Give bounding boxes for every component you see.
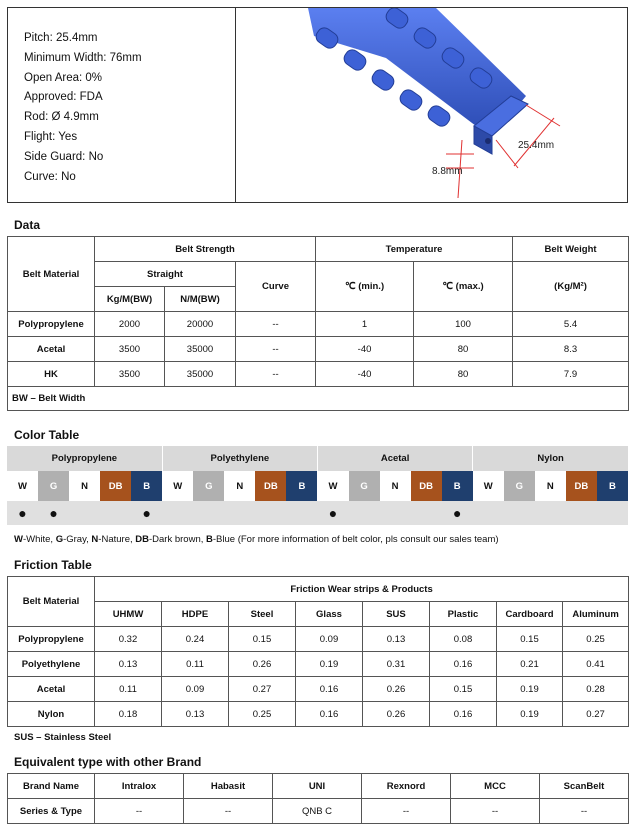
fric-cell: 0.11 [162,652,229,677]
availability-cell [380,501,411,525]
color-swatch-n: N [224,471,255,501]
cell-min: -40 [316,337,414,362]
fric-cell: 0.25 [229,702,296,727]
table-row [8,652,629,677]
fric-cell: 0.16 [296,677,363,702]
availability-cell [224,501,255,525]
color-table [7,446,628,525]
color-swatch-g: G [193,471,224,501]
spec-box [7,7,628,203]
fric-cell: 0.16 [296,702,363,727]
fric-col-cardboard: Cardboard [497,602,563,627]
eq-value: -- [451,799,540,824]
availability-cell [473,501,504,525]
color-table-title: Color Table [14,428,80,442]
eq-brand-intralox: Intralox [95,774,184,799]
row-material: Polypropylene [8,627,95,652]
eq-value: QNB C [273,799,362,824]
row-material: HK [8,362,95,387]
color-swatch-w: W [7,471,38,501]
availability-cell [411,501,442,525]
color-swatch-b: B [286,471,317,501]
spec-approved: Approved: FDA [24,91,103,104]
height-dimension-label: 8.8mm [432,166,463,177]
fric-cell: 0.25 [563,627,629,652]
color-swatch-w: W [162,471,193,501]
legend-text: -Dark brown, [149,534,207,545]
cell-max: 80 [414,337,513,362]
cell-nm: 35000 [165,362,236,387]
fric-cell: 0.19 [296,652,363,677]
head-weight-unit: (Kg/M²) [513,262,629,312]
spec-side-guard: Side Guard: No [24,150,104,163]
data-table [7,236,629,411]
head-temp-max: ℃ (max.) [414,262,513,312]
friction-table [7,576,629,727]
fric-col-steel: Steel [229,602,296,627]
fric-cell: 0.13 [162,702,229,727]
cell-curve: -- [236,337,316,362]
eq-value: -- [95,799,184,824]
fric-cell: 0.16 [430,702,497,727]
fric-head-group: Friction Wear strips & Products [95,577,629,602]
color-legend [14,534,499,545]
fric-cell: 0.19 [497,702,563,727]
fric-columns-row [8,602,629,627]
color-swatch-g: G [504,471,535,501]
friction-table-title: Friction Table [14,558,92,572]
fric-cell: 0.09 [162,677,229,702]
color-swatch-db: DB [566,471,597,501]
availability-cell [566,501,597,525]
row-material: Nylon [8,702,95,727]
equivalent-table [7,773,629,824]
belt-module-drawing [236,8,628,202]
fric-cell: 0.28 [563,677,629,702]
head-temperature: Temperature [316,237,513,262]
color-swatch-db: DB [100,471,131,501]
color-swatch-n: N [380,471,411,501]
fric-col-hdpe: HDPE [162,602,229,627]
availability-cell [193,501,224,525]
fric-cell: 0.26 [363,702,430,727]
fric-cell: 0.15 [430,677,497,702]
color-swatch-g: G [349,471,380,501]
availability-dot: ● [131,501,162,525]
row-material: Polypropylene [8,312,95,337]
availability-cell [100,501,131,525]
cell-max: 100 [414,312,513,337]
head-temp-min: ℃ (min.) [316,262,414,312]
availability-cell [69,501,100,525]
availability-row [7,501,628,525]
fric-cell: 0.24 [162,627,229,652]
table-row [8,362,629,387]
color-swatch-b: B [597,471,628,501]
legend-text: -Gray, [63,534,92,545]
fric-cell: 0.11 [95,677,162,702]
cell-min: 1 [316,312,414,337]
availability-cell [162,501,193,525]
head-kgm: Kg/M(BW) [95,287,165,312]
color-swatch-b: B [442,471,473,501]
pitch-dimension-label: 25.4mm [518,140,555,151]
cell-nm: 35000 [165,337,236,362]
color-swatch-w: W [473,471,504,501]
head-belt-strength: Belt Strength [95,237,316,262]
table-row [8,677,629,702]
rod-hole-icon [485,138,491,144]
row-material: Polyethylene [8,652,95,677]
cell-kgm: 2000 [95,312,165,337]
color-swatch-db: DB [411,471,442,501]
cell-kgm: 3500 [95,337,165,362]
legend-code: B [206,534,213,545]
legend-code: N [91,534,99,545]
row-material: Acetal [8,677,95,702]
fric-head-material: Belt Material [8,577,95,627]
sus-note: SUS – Stainless Steel [14,732,112,743]
spec-rod: Rod: Ø 4.9mm [24,111,99,124]
spec-flight: Flight: Yes [24,130,78,143]
eq-head-brand: Brand Name [8,774,95,799]
cell-weight: 7.9 [513,362,629,387]
eq-head-row [8,774,629,799]
color-swatch-b: B [131,471,162,501]
fric-cell: 0.21 [497,652,563,677]
row-material: Acetal [8,337,95,362]
availability-dot: ● [317,501,348,525]
table-row [8,627,629,652]
table-row [8,312,629,337]
color-group-polyethylene: Polyethylene [162,446,317,471]
color-group-nylon: Nylon [473,446,628,471]
head-curve: Curve [236,262,316,312]
table-row [8,702,629,727]
head-straight: Straight [95,262,236,287]
eq-brand-scanbelt: ScanBelt [540,774,629,799]
fric-cell: 0.18 [95,702,162,727]
fric-cell: 0.15 [497,627,563,652]
fric-col-glass: Glass [296,602,363,627]
head-belt-material: Belt Material [8,237,95,312]
fric-cell: 0.09 [296,627,363,652]
cell-nm: 20000 [165,312,236,337]
legend-code: DB [135,534,149,545]
availability-cell [349,501,380,525]
fric-cell: 0.41 [563,652,629,677]
color-swatch-db: DB [255,471,286,501]
cell-curve: -- [236,312,316,337]
table-row [8,337,629,362]
availability-dot: ● [442,501,473,525]
data-title: Data [14,218,41,232]
cell-kgm: 3500 [95,362,165,387]
availability-cell [286,501,317,525]
spec-pitch: Pitch: 25.4mm [24,32,98,44]
availability-dot: ● [38,501,69,525]
availability-cell [255,501,286,525]
color-group-polypropylene: Polypropylene [7,446,162,471]
eq-brand-rexnord: Rexnord [362,774,451,799]
spec-open-area: Open Area: 0% [24,71,102,84]
eq-brand-habasit: Habasit [184,774,273,799]
fric-cell: 0.27 [229,677,296,702]
fric-cell: 0.26 [229,652,296,677]
fric-cell: 0.15 [229,627,296,652]
fric-cell: 0.19 [497,677,563,702]
eq-brand-uni: UNI [273,774,362,799]
fric-cell: 0.13 [363,627,430,652]
spec-min-width: Minimum Width: 76mm [24,51,142,64]
fric-cell: 0.08 [430,627,497,652]
fric-col-plastic: Plastic [430,602,497,627]
color-swatch-n: N [535,471,566,501]
color-swatch-w: W [317,471,348,501]
cell-max: 80 [414,362,513,387]
eq-row-label: Series & Type [8,799,95,824]
bw-note: BW – Belt Width [8,387,629,411]
availability-cell [504,501,535,525]
legend-code: W [14,534,23,545]
fric-col-uhmw: UHMW [95,602,162,627]
spec-list [24,29,142,187]
head-nm: N/M(BW) [165,287,236,312]
legend-text: -White, [22,534,56,545]
legend-text: -Blue (For more information of belt color, pls consult our sales team) [212,534,499,545]
eq-series-row [8,799,629,824]
fric-col-aluminum: Aluminum [563,602,629,627]
fric-col-sus: SUS [363,602,430,627]
fric-cell: 0.26 [363,677,430,702]
belt-diagram [236,8,628,202]
equivalent-title: Equivalent type with other Brand [14,755,202,769]
legend-code: G [55,534,64,545]
head-belt-weight: Belt Weight [513,237,629,262]
cell-curve: -- [236,362,316,387]
swatch-row [7,471,628,501]
color-swatch-g: G [38,471,69,501]
fric-cell: 0.27 [563,702,629,727]
fric-cell: 0.32 [95,627,162,652]
fric-cell: 0.16 [430,652,497,677]
legend-text: -Nature, [98,534,136,545]
eq-value: -- [184,799,273,824]
eq-brand-mcc: MCC [451,774,540,799]
spec-curve: Curve: No [24,170,76,183]
color-swatch-n: N [69,471,100,501]
cell-weight: 5.4 [513,312,629,337]
cell-min: -40 [316,362,414,387]
eq-value: -- [540,799,629,824]
availability-cell [597,501,628,525]
availability-dot: ● [7,501,38,525]
fric-cell: 0.31 [363,652,430,677]
fric-cell: 0.13 [95,652,162,677]
eq-value: -- [362,799,451,824]
availability-cell [535,501,566,525]
color-group-acetal: Acetal [317,446,472,471]
cell-weight: 8.3 [513,337,629,362]
